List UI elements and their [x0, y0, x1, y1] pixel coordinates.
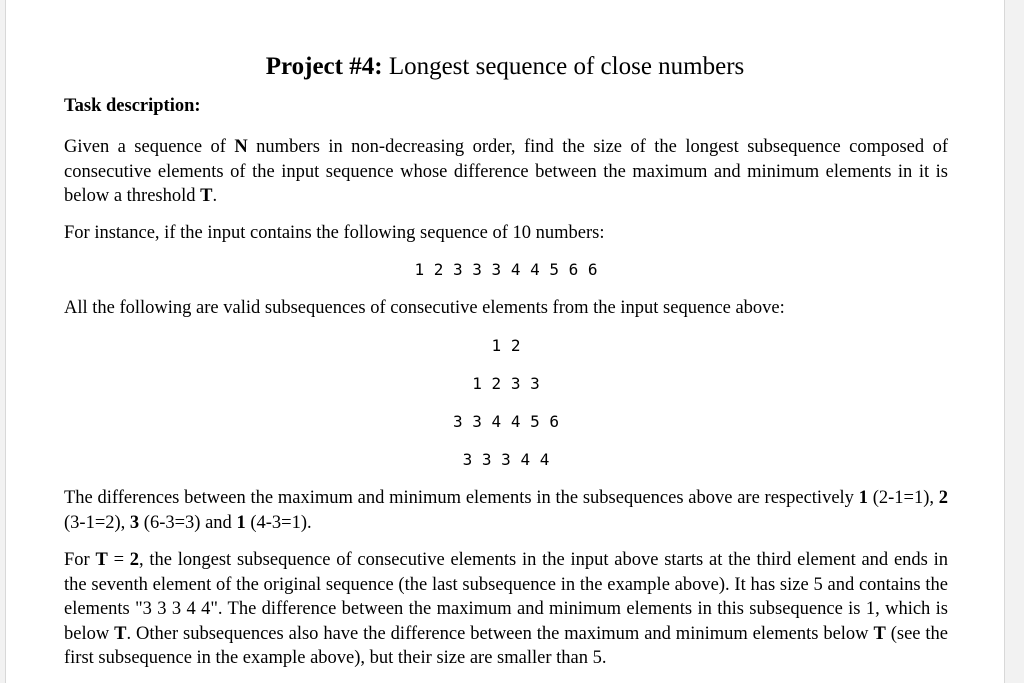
- text: numbers in non-decreasing order, find the size of the longest subsequence composed of consecutive elements of the input sequence whose difference between the maximum and minimum elements in it is below a threshold: [64, 137, 948, 206]
- text: , the longest subsequence of consecutive elements in the input above starts at the third element and ends in the seventh element of the original sequence (the last subsequence in the example above). It has size 5 and contains the elements "3 3 3 4 4". The difference between the maximum and minimum elements in this subsequence is 1, which is below: [64, 550, 948, 644]
- variable-n: N: [234, 137, 248, 157]
- text: The differences between the maximum and minimum elements in the subsequences above are respectively: [64, 488, 859, 508]
- text: (see the first subsequence in the example above), but their size are smaller than 5.: [64, 623, 948, 668]
- value-bold: 3: [129, 512, 140, 533]
- window-edge: [1005, 0, 1024, 683]
- text: (4-3=1).: [245, 512, 312, 533]
- value-bold: 1: [236, 512, 246, 533]
- text: For: [64, 550, 96, 570]
- text: (6-3=3) and: [139, 512, 237, 533]
- text: =: [107, 550, 130, 570]
- text: .: [212, 186, 218, 206]
- paragraph-example-explanation: [64, 548, 948, 671]
- paragraph-description: [64, 135, 948, 209]
- paragraph-instance: For instance, if the input contains the following sequence of 10 numbers:: [64, 223, 605, 243]
- paragraph-valid-subsequences: All the following are valid subsequences of consecutive elements from the input sequence above:: [64, 298, 785, 318]
- subsequence-example: 1 2: [491, 336, 521, 355]
- text: Given a sequence of: [64, 137, 235, 157]
- title-rest: Longest sequence of close numbers: [382, 53, 745, 80]
- variable-t: T: [114, 623, 127, 644]
- text: (3-1=2),: [64, 512, 130, 533]
- variable-t: T: [873, 623, 886, 644]
- text: . Other subsequences also have the difference between the maximum and minimum elements below: [126, 623, 874, 644]
- task-heading: Task description:: [64, 96, 201, 116]
- input-sequence: 1 2 3 3 3 4 4 5 6 6: [414, 260, 598, 279]
- value-bold: 1: [858, 488, 868, 508]
- page-title: [6, 51, 1004, 83]
- text: (2-1=1),: [867, 488, 939, 508]
- subsequence-example: 1 2 3 3: [472, 374, 540, 393]
- subsequence-example: 3 3 4 4 5 6: [453, 412, 559, 431]
- value-bold: 2: [129, 550, 140, 570]
- value-bold: 2: [938, 488, 948, 508]
- subsequence-example: 3 3 3 4 4: [462, 450, 550, 469]
- variable-t: T: [95, 550, 108, 570]
- paragraph-differences: [64, 486, 948, 535]
- document-page: [5, 0, 1005, 683]
- variable-t: T: [200, 186, 213, 206]
- title-bold: Project #4:: [265, 53, 383, 80]
